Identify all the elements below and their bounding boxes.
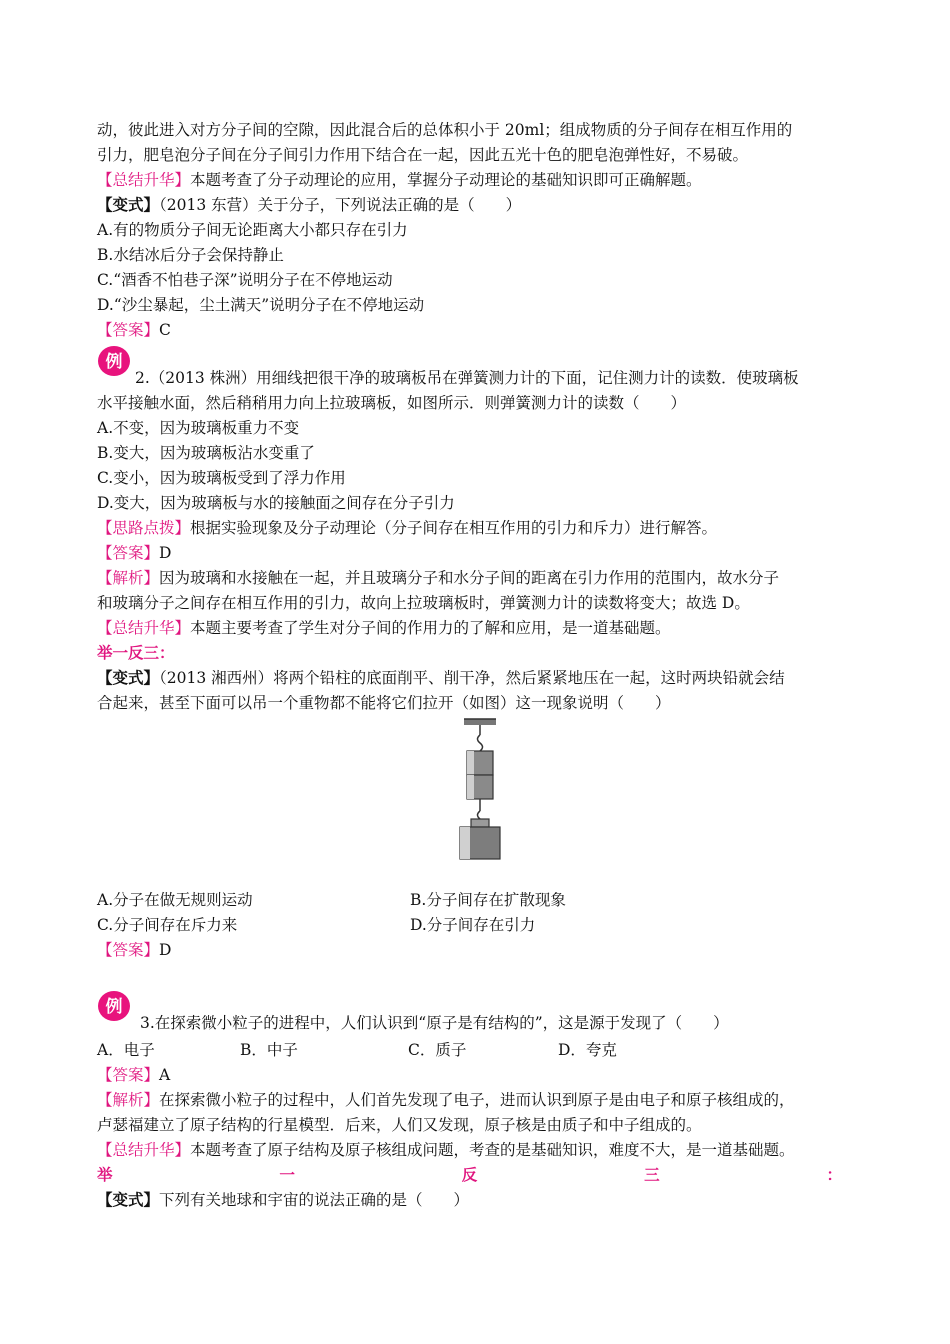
text-line: 动，彼此进入对方分子间的空隙，因此混合后的总体积小于 20ml；组成物质的分子间存在相互作用的 xyxy=(97,121,793,139)
summary-text: 本题考查了分子动理论的应用，掌握分子动理论的基础知识即可正确解题。 xyxy=(190,171,702,189)
option-a: A.不变，因为玻璃板重力不变 xyxy=(97,419,300,437)
summary-line xyxy=(97,618,671,638)
variant-line xyxy=(97,1190,469,1210)
variant-line: 合起来，甚至下面可以吊一个重物都不能将它们拉开（如图）这一现象说明（ ） xyxy=(97,694,671,712)
answer-line xyxy=(97,1065,170,1085)
heading-char: 举 xyxy=(97,1165,113,1184)
analysis-line xyxy=(97,1090,795,1110)
example-badge-icon xyxy=(96,988,132,1024)
answer-value: C xyxy=(159,321,171,339)
answer-line xyxy=(97,320,171,340)
badge-label: 例 xyxy=(105,352,123,372)
heading-char: ： xyxy=(826,1165,842,1184)
variant-text: 下列有关地球和宇宙的说法正确的是（ ） xyxy=(159,1191,470,1209)
summary-line xyxy=(97,170,702,190)
option-b: B.水结冰后分子会保持静止 xyxy=(97,246,284,264)
option-c: C.分子间存在斥力来 xyxy=(97,916,238,934)
variant-line xyxy=(97,195,521,215)
variant-text: （2013 湘西州）将两个铅柱的底面削平、削干净，然后紧紧地压在一起，这时两块铅就会结 xyxy=(159,669,785,687)
heading-char: 一 xyxy=(279,1165,295,1184)
variant-tag: 【变式】 xyxy=(97,195,160,214)
text-line: 引力，肥皂泡分子间在分子间引力作用下结合在一起，因此五光十色的肥皂泡弹性好，不易破。 xyxy=(97,146,749,164)
summary-tag: 【总结升华】 xyxy=(97,171,191,189)
option-b: B．中子 xyxy=(240,1041,298,1059)
variant-tag: 【变式】 xyxy=(97,1190,160,1209)
option-c: C.“酒香不怕巷子深”说明分子在不停地运动 xyxy=(97,271,393,289)
answer-line xyxy=(97,543,171,563)
hint-text: 根据实验现象及分子动理论（分子间存在相互作用的引力和斥力）进行解答。 xyxy=(190,519,718,537)
summary-tag: 【总结升华】 xyxy=(97,1141,191,1159)
analysis-text: 在探索微小粒子的过程中，人们首先发现了电子，进而认识到原子是由电子和原子核组成的， xyxy=(159,1091,795,1109)
summary-text: 本题考查了原子结构及原子核组成问题，考查的是基础知识，难度不大，是一道基础题。 xyxy=(190,1141,795,1159)
option-b: B.变大，因为玻璃板沾水变重了 xyxy=(97,444,315,462)
analysis-line: 卢瑟福建立了原子结构的行星模型．后来，人们又发现，原子核是由质子和中子组成的。 xyxy=(97,1116,702,1134)
badge-label: 例 xyxy=(105,997,123,1017)
question-line: 2.（2013 株洲）用细线把很干净的玻璃板吊在弹簧测力计的下面，记住测力计的读数．使玻璃板 xyxy=(135,369,799,387)
answer-tag: 【答案】 xyxy=(97,941,160,959)
variant-tag: 【变式】 xyxy=(97,668,160,687)
answer-value: A xyxy=(159,1066,171,1084)
option-c: C．质子 xyxy=(408,1041,467,1059)
analysis-tag: 【解析】 xyxy=(97,569,160,587)
answer-tag: 【答案】 xyxy=(97,1066,160,1084)
summary-tag: 【总结升华】 xyxy=(97,619,191,637)
heading-char: 反 xyxy=(461,1165,478,1184)
answer-value: D xyxy=(159,544,172,562)
option-d: D.“沙尘暴起，尘土满天”说明分子在不停地运动 xyxy=(97,296,425,314)
option-a: A．电子 xyxy=(97,1041,155,1059)
analysis-line: 和玻璃分子之间存在相互作用的引力，故向上拉玻璃板时，弹簧测力计的读数将变大；故选 D。 xyxy=(97,594,750,612)
heading-char: 三 xyxy=(644,1165,660,1184)
lead-cylinders-figure xyxy=(440,715,520,863)
hint-tag: 【思路点拨】 xyxy=(97,519,191,537)
option-b: B.分子间存在扩散现象 xyxy=(410,891,566,909)
summary-line xyxy=(97,1140,795,1160)
option-d: D．夸克 xyxy=(558,1041,617,1059)
section-heading: 举一反三： xyxy=(97,643,175,662)
option-d: D.变大，因为玻璃板与水的接触面之间存在分子引力 xyxy=(97,494,455,512)
answer-value: D xyxy=(159,941,172,959)
hint-line xyxy=(97,518,717,538)
analysis-line xyxy=(97,568,779,588)
variant-line xyxy=(97,668,785,688)
answer-tag: 【答案】 xyxy=(97,544,160,562)
section-heading xyxy=(97,1165,842,1185)
analysis-tag: 【解析】 xyxy=(97,1091,160,1109)
option-a: A.有的物质分子间无论距离大小都只存在引力 xyxy=(97,221,408,239)
option-c: C.变小，因为玻璃板受到了浮力作用 xyxy=(97,469,346,487)
option-a: A.分子在做无规则运动 xyxy=(97,891,253,909)
answer-line xyxy=(97,940,171,960)
analysis-text: 因为玻璃和水接触在一起，并且玻璃分子和水分子间的距离在引力作用的范围内，故水分子 xyxy=(159,569,780,587)
summary-text: 本题主要考查了学生对分子间的作用力的了解和应用，是一道基础题。 xyxy=(190,619,671,637)
question-line: 3.在探索微小粒子的进程中，人们认识到“原子是有结构的”，这是源于发现了（ ） xyxy=(140,1014,729,1032)
variant-question: （2013 东营）关于分子，下列说法正确的是（ ） xyxy=(159,196,522,214)
answer-tag: 【答案】 xyxy=(97,321,160,339)
question-line: 水平接触水面，然后稍稍用力向上拉玻璃板，如图所示．则弹簧测力计的读数（ ） xyxy=(97,394,687,412)
example-badge-icon xyxy=(96,343,132,379)
option-d: D.分子间存在引力 xyxy=(410,916,536,934)
